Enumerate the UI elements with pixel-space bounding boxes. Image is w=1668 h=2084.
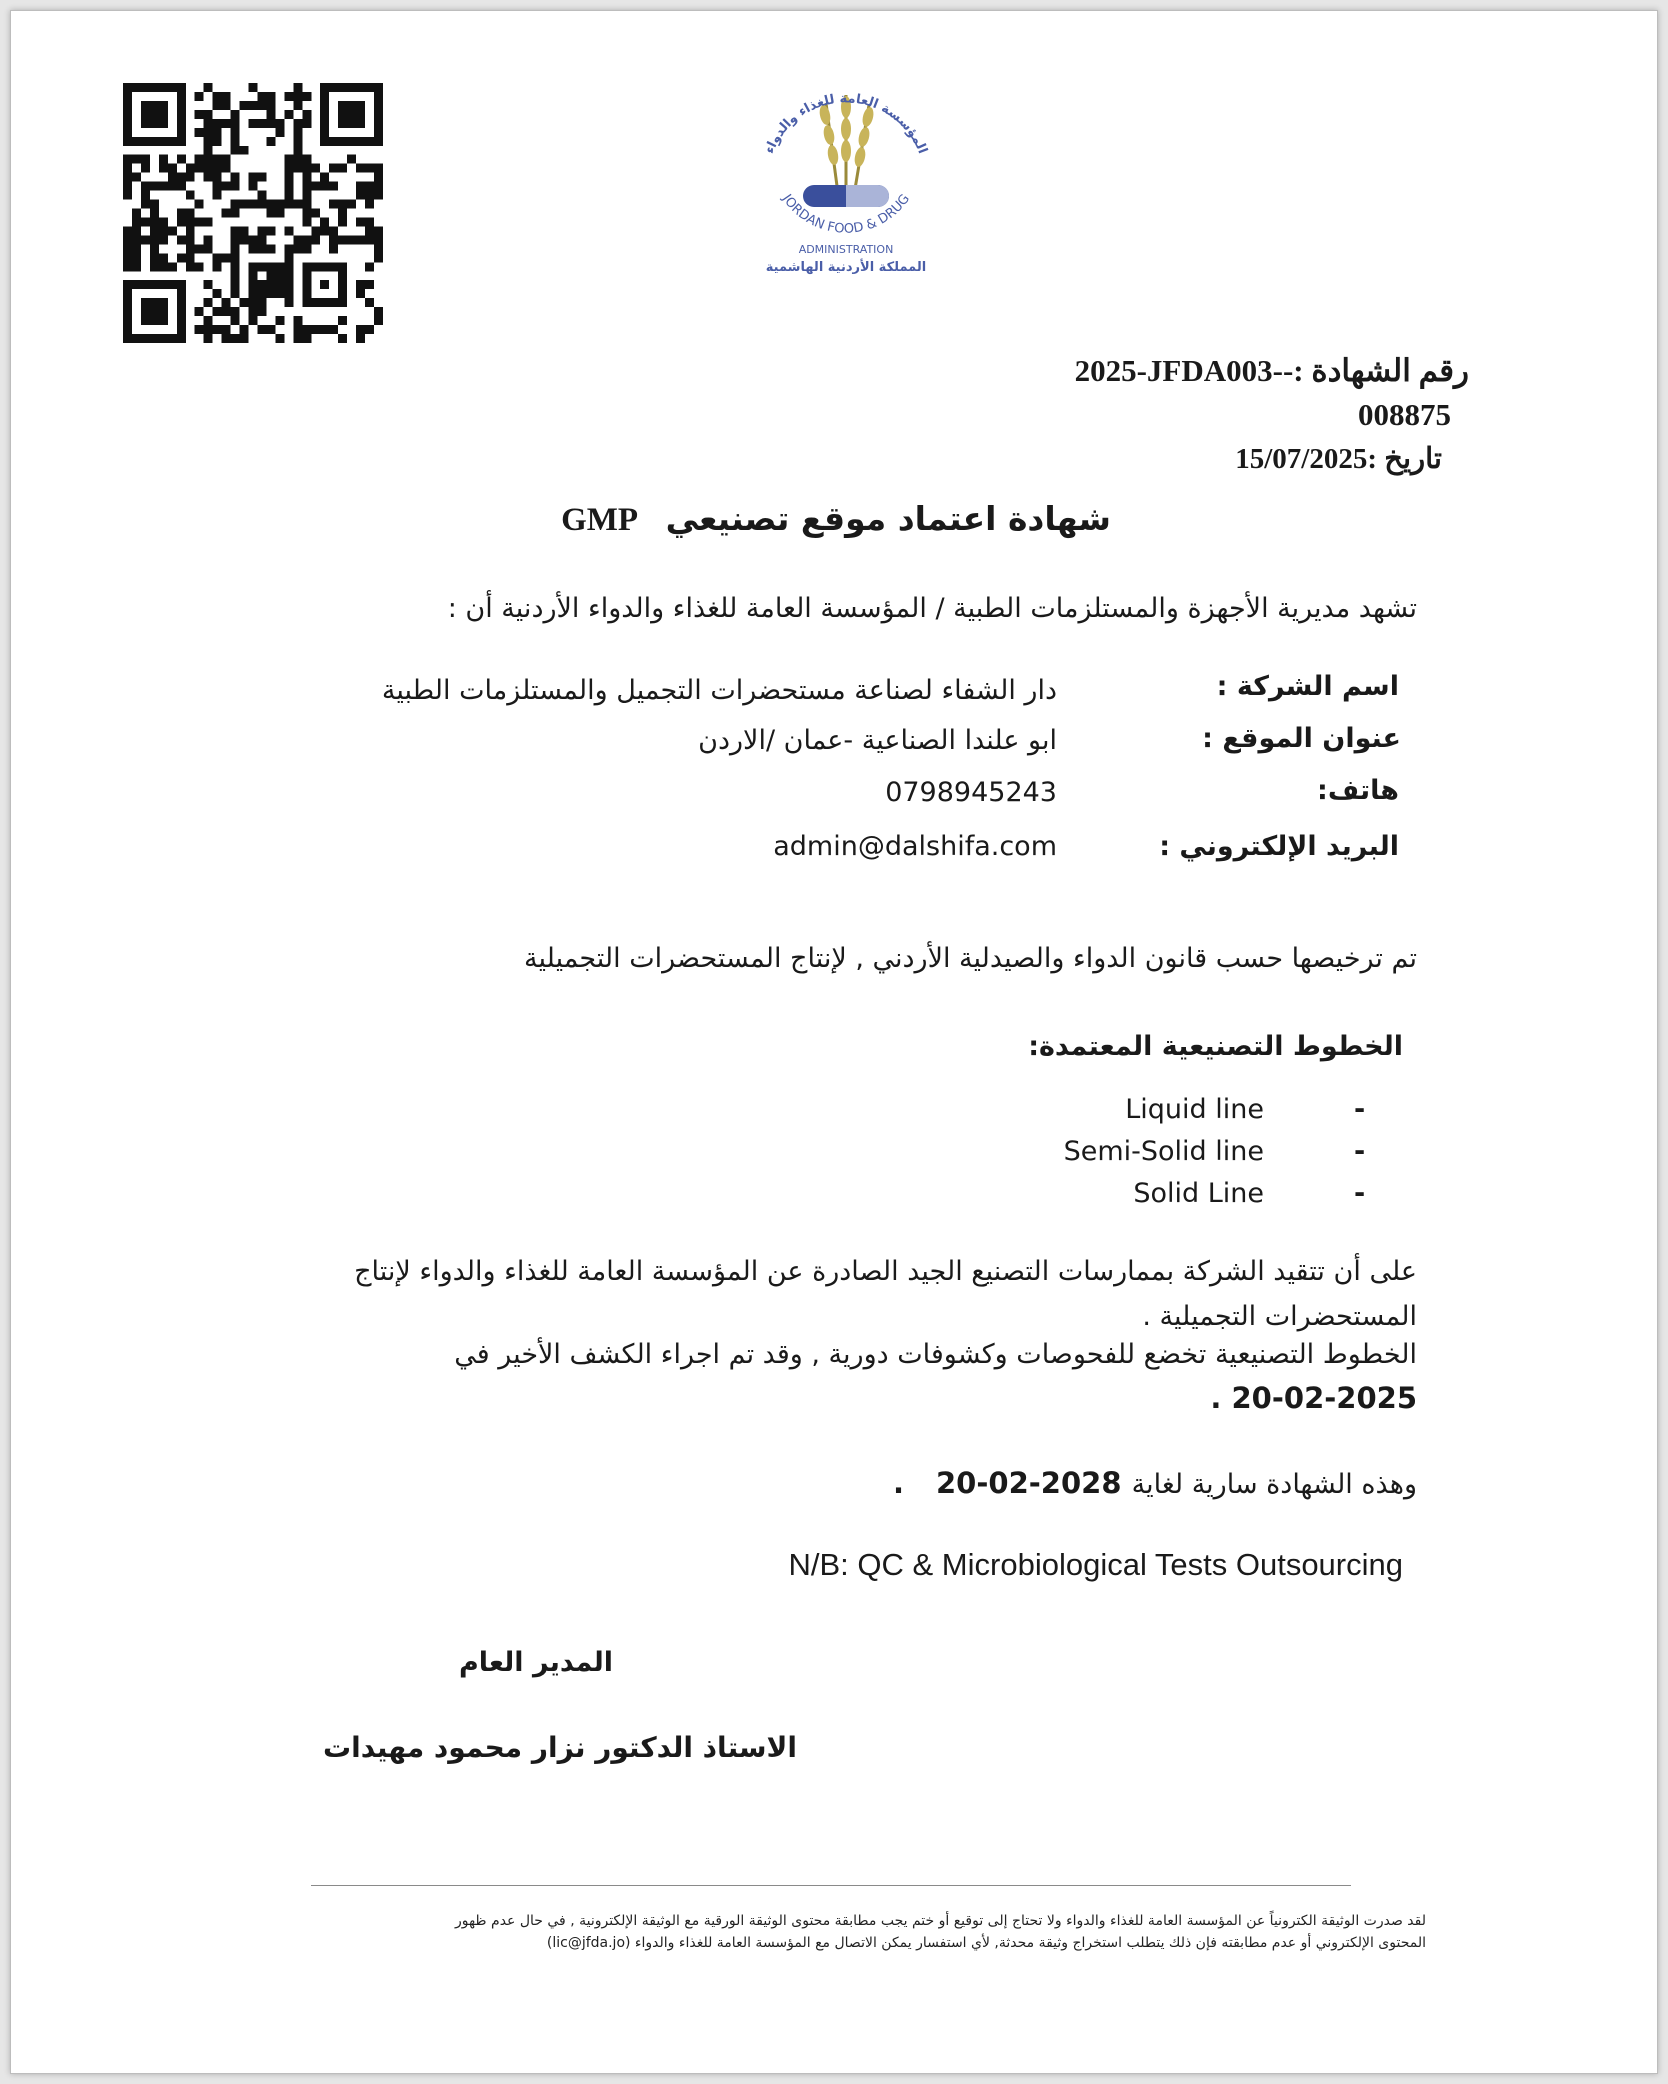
capsule-icon: [803, 185, 889, 207]
phone-label: هاتف:: [1317, 775, 1399, 806]
outsourcing-note: N/B: QC & Microbiological Tests Outsourcing: [788, 1547, 1403, 1582]
footer-disclaimer-line-2: المحتوى الإلكتروني أو عدم مطابقته فإن ذلك يتطلب استخراج وثيقة محدثة, لأي استفسار يمكن الاتصال مع المؤسسة العامة للغذاء والدواء (lic@jfda.jo): [546, 1935, 1426, 1951]
seal-administration: ADMINISTRATION: [798, 243, 894, 256]
certificate-title: [561, 499, 1111, 539]
jfda-logo: [731, 73, 961, 278]
intro-text: تشهد مديرية الأجهزة والمستلزمات الطبية / المؤسسة العامة للغذاء والدواء الأردنية أن :: [447, 593, 1417, 624]
site-address-label: عنوان الموقع :: [1202, 723, 1401, 754]
line-item-liquid: Liquid line: [1125, 1094, 1264, 1125]
certificate-number-value: 2025-JFDA003-: [1074, 353, 1283, 388]
line-bullet: -: [1354, 1178, 1366, 1209]
date-value: 15/07/2025: [1235, 443, 1368, 475]
certificate-number-label: رقم الشهادة :-: [1282, 353, 1469, 388]
company-name-label: اسم الشركة :: [1216, 671, 1399, 702]
license-statement: تم ترخيصها حسب قانون الدواء والصيدلية الأردني , لإنتاج المستحضرات التجميلية: [524, 943, 1417, 974]
footer-disclaimer-line-1: لقد صدرت الوثيقة الكترونياً عن المؤسسة العامة للغذاء والدواء ولا تحتاج إلى توقيع أو ختم يجب مطابقة محتوى الوثيقة الورقية مع الوثيقة الإلكترونية , في حال عدم ظهور: [454, 1913, 1426, 1929]
email-value[interactable]: admin@dalshifa.com: [773, 831, 1057, 862]
certificate-page: [10, 10, 1658, 2074]
certificate-number: [1075, 353, 1469, 389]
validity-date: 20-02-2028: [936, 1466, 1122, 1500]
signature-title: المدير العام: [459, 1647, 613, 1678]
date-label: تاريخ :: [1367, 443, 1442, 475]
line-item-semi-solid: Semi-Solid line: [1063, 1136, 1264, 1167]
phone-value: 0798945243: [885, 777, 1057, 808]
seal-english-arc: JORDAN FOOD & DRUG: [778, 191, 914, 237]
title-gmp: GMP: [561, 502, 639, 538]
seal-arabic-arc: المؤسسة العامة للغذاء والدواء: [762, 91, 930, 156]
validity-suffix: .: [893, 1466, 905, 1500]
certificate-number-cont: 008875: [1358, 397, 1451, 432]
certificate-date: [1235, 441, 1442, 476]
inspection-suffix: .: [1210, 1381, 1222, 1415]
inspection-line: الخطوط التصنيعية تخضع للفحوصات وكشوفات دورية , وقد تم اجراء الكشف الأخير في: [454, 1339, 1417, 1370]
validity-text: وهذه الشهادة سارية لغاية: [1131, 1469, 1417, 1500]
line-bullet: -: [1354, 1094, 1366, 1125]
conditions-line-1: على أن تتقيد الشركة بممارسات التصنيع الجيد الصادرة عن المؤسسة العامة للغذاء والدواء لإنتاج: [354, 1256, 1417, 1287]
signatory-name: الاستاذ الدكتور نزار محمود مهيدات: [323, 1731, 797, 1764]
company-name-value: دار الشفاء لصناعة مستحضرات التجميل والمستلزمات الطبية: [381, 675, 1057, 706]
qr-code[interactable]: [123, 83, 383, 343]
site-address-value: ابو علندا الصناعية -عمان /الاردن: [698, 725, 1057, 756]
approved-lines-heading: الخطوط التصنيعية المعتمدة:: [1028, 1031, 1403, 1062]
seal-kingdom: المملكة الأردنية الهاشمية: [765, 260, 927, 275]
footer-divider: [311, 1885, 1351, 1886]
email-label: البريد الإلكتروني :: [1159, 831, 1399, 862]
conditions-line-2: المستحضرات التجميلية .: [1142, 1301, 1417, 1332]
inspection-date: 20-02-2025: [1231, 1381, 1417, 1415]
line-item-solid: Solid Line: [1133, 1178, 1264, 1209]
inspection-date-line: [1210, 1381, 1417, 1415]
line-bullet: -: [1354, 1136, 1366, 1167]
title-arabic: شهادة اعتماد موقع تصنيعي: [665, 499, 1111, 538]
